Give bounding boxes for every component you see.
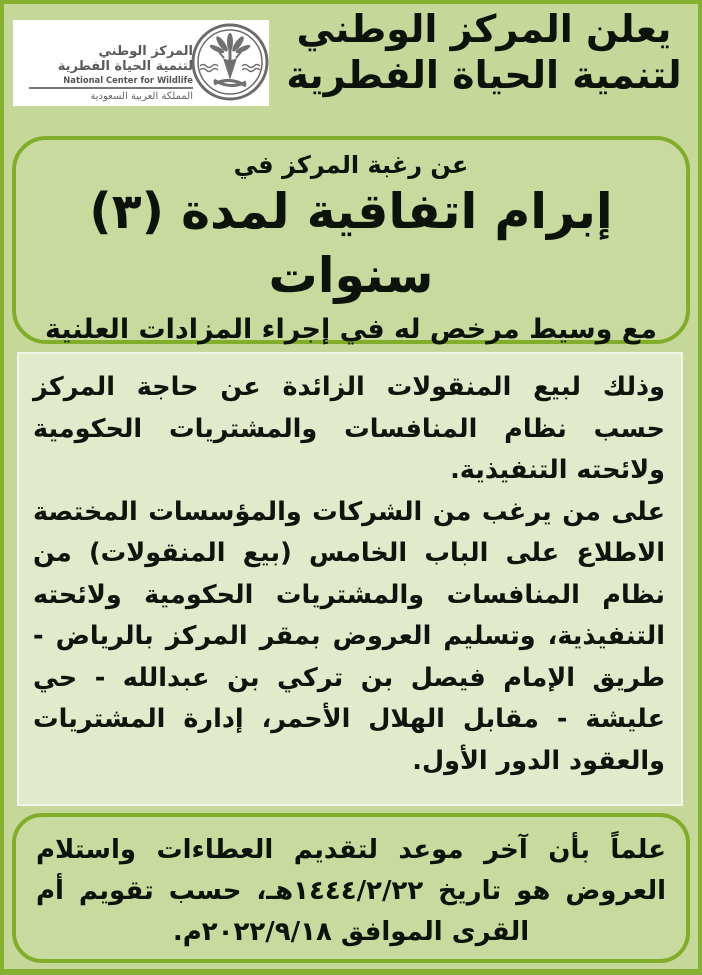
logo-arabic-line1: المركز الوطني bbox=[98, 44, 193, 59]
body-paragraph1: وذلك لبيع المنقولات الزائدة عن حاجة المركز حسب نظام المنافسات والمشتريات الحكومية ولائحته التنفيذية. bbox=[33, 372, 665, 485]
logo-country: المملكة العربية السعودية bbox=[90, 91, 193, 102]
intro-title: إبرام اتفاقية لمدة (٣) سنوات bbox=[89, 183, 613, 304]
body-paragraph2: على من يرغب من الشركات والمؤسسات المختصة الاطلاع على الباب الخامس (بيع المنقولات) من نظام المنافسات والمشتريات الحكومية ولائحته التنفيذية، وتسليم العروض بمقر المركز بالرياض - طريق الإمام فيصل بن تركي بن عبدالله - حي عليشة - مقابل الهلال الأحمر، إدارة المشتريات والعقود الدور الأول. bbox=[33, 496, 665, 776]
deadline-box bbox=[12, 813, 690, 963]
logo-text bbox=[29, 44, 193, 105]
logo-english-name: National Center for Wildlife bbox=[29, 74, 193, 89]
body-panel bbox=[17, 352, 683, 806]
palm-gazelle-emblem-icon bbox=[190, 22, 270, 102]
announcement-headline bbox=[284, 6, 684, 98]
logo-arabic-line2: لتنمية الحياة الفطرية bbox=[57, 59, 193, 74]
intro-line3: مع وسيط مرخص له في إجراء المزادات العلنية bbox=[45, 314, 657, 345]
intro-box bbox=[12, 136, 690, 344]
headline-line1: يعلن المركز الوطني bbox=[296, 7, 672, 51]
headline-line2: لتنمية الحياة الفطرية bbox=[286, 53, 682, 97]
intro-line1: عن رغبة المركز في bbox=[233, 151, 469, 179]
deadline-text: علماً بأن آخر موعد لتقديم العطاءات واستلام العروض هو تاريخ ١٤٤٤/٢/٢٢هـ، حسب تقويم أم القرى الموافق ٢٠٢٢/٩/١٨م. bbox=[36, 835, 666, 947]
